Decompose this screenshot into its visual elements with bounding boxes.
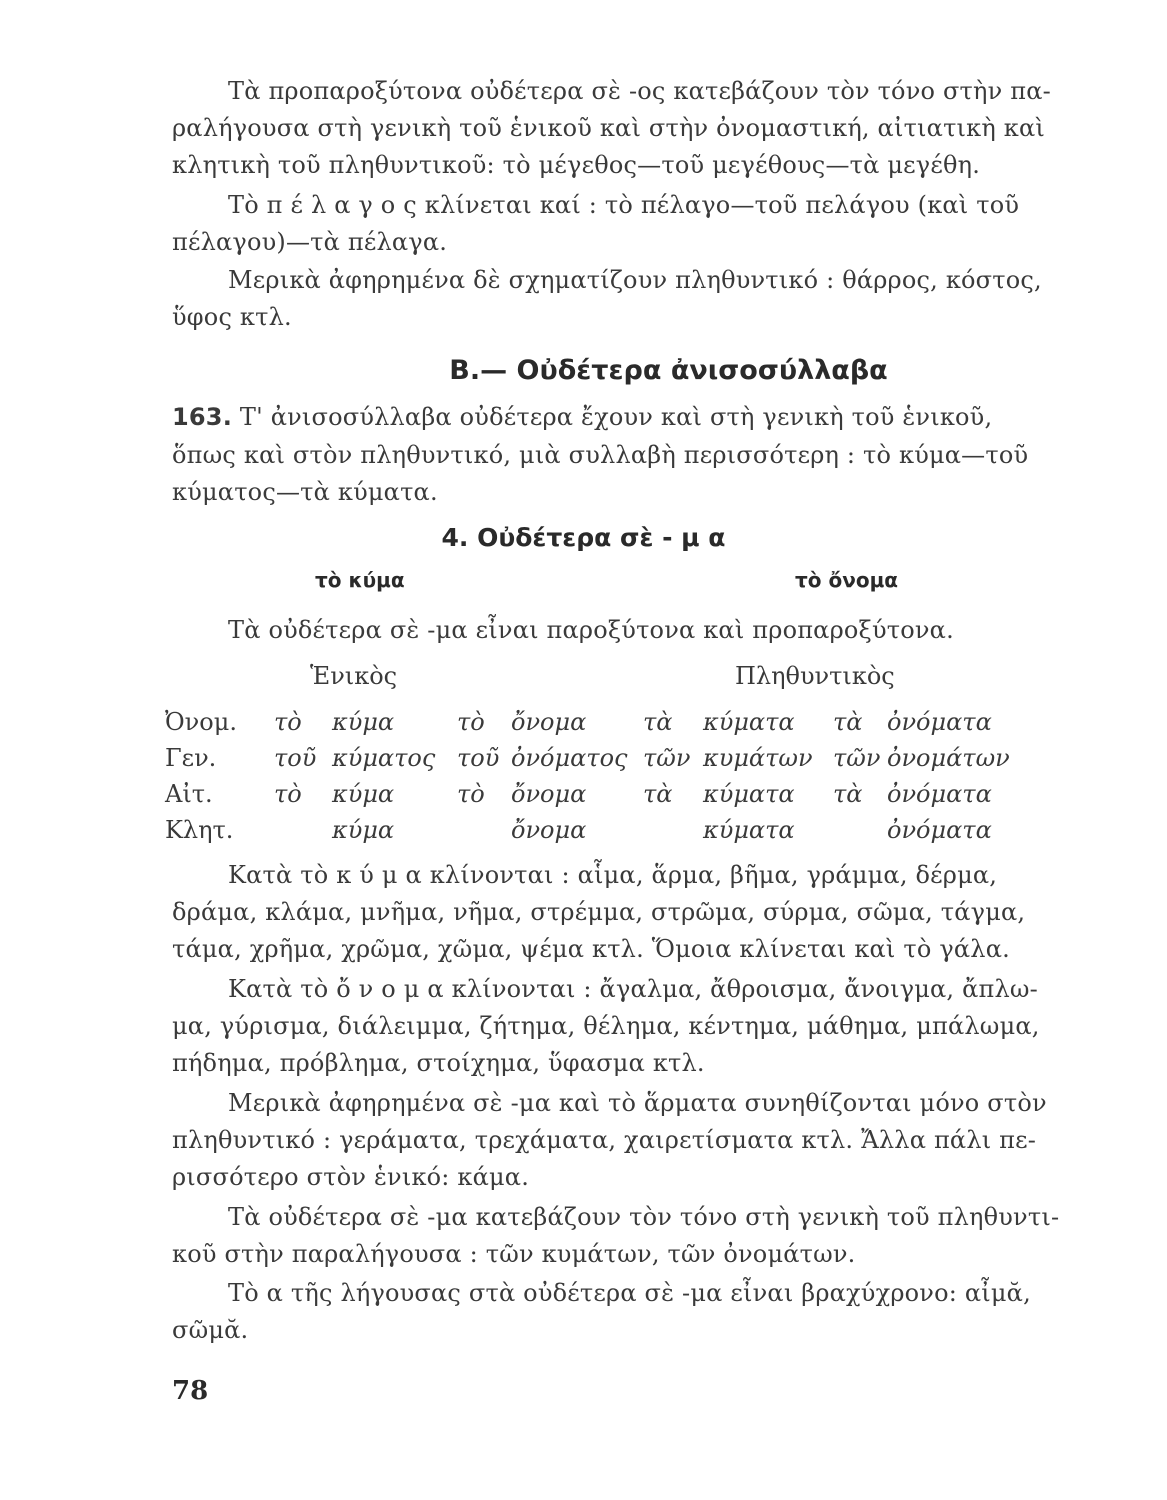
- form: ὀνομάτων: [887, 744, 1010, 772]
- paragraph-line: δράμα, κλάμα, μνῆμα, νῆμα, στρέμμα, στρῶμα, σύρμα, σῶμα, τάγμα,: [172, 898, 1026, 926]
- article: τὰ: [833, 780, 863, 808]
- paragraph-line: Τὰ προπαροξύτονα οὐδέτερα σὲ -ος κατεβάζουν τὸν τόνο στὴν πα-: [228, 77, 1051, 105]
- article: τὰ: [833, 708, 863, 736]
- form: ὀνόματα: [887, 708, 992, 736]
- numbered-paragraph-line: 163. Τ' ἀνισοσύλλαβα οὐδέτερα ἔχουν καὶ στὴ γενικὴ τοῦ ἑνικοῦ,: [172, 403, 993, 431]
- article: τὸ: [457, 708, 485, 736]
- paragraph-line: Τὰ οὐδέτερα σὲ -μα εἶναι παροξύτονα καὶ προπαροξύτονα.: [228, 616, 954, 644]
- paragraph-line: τάμα, χρῆμα, χρῶμα, χῶμα, ψέμα κτλ. Ὅμοια κλίνεται καὶ τὸ γάλα.: [172, 935, 1010, 963]
- paragraph-line: πέλαγου)—τὰ πέλαγα.: [172, 228, 448, 256]
- form: ὄνομα: [511, 816, 587, 844]
- form: ὀνόματος: [511, 744, 628, 772]
- article: τὰ: [643, 780, 673, 808]
- singular-header: Ἑνικὸς: [310, 662, 398, 690]
- form: κύματα: [703, 816, 795, 844]
- paragraph-line: Μερικὰ ἀφηρημένα δὲ σχηματίζουν πληθυντικό : θάρρος, κόστος,: [228, 266, 1042, 294]
- paradigm-label-kyma: τὸ κύμα: [315, 568, 405, 592]
- paragraph-line: κύματος—τὰ κύματα.: [172, 478, 438, 506]
- form: κύμα: [332, 816, 395, 844]
- article: τῶν: [643, 744, 691, 772]
- form: κυμάτων: [703, 744, 813, 772]
- form: κύμα: [332, 708, 395, 736]
- paragraph-line: Τὸ α τῆς λήγουσας στὰ οὐδέτερα σὲ -μα εἶναι βραχύχρονο: αἶμᾰ,: [228, 1279, 1031, 1307]
- paragraph-line: κοῦ στὴν παραλήγουσα : τῶν κυμάτων, τῶν ὀνομάτων.: [172, 1240, 856, 1268]
- paragraph-line: μα, γύρισμα, διάλειμμα, ζήτημα, θέλημα, κέντημα, μάθημα, μπάλωμα,: [172, 1012, 1040, 1040]
- plural-header: Πληθυντικὸς: [735, 662, 895, 690]
- form: κύματα: [703, 708, 795, 736]
- page-number: 78: [172, 1376, 209, 1406]
- paragraph-line: Τὸ π έ λ α γ ο ς κλίνεται καί : τὸ πέλαγο—τοῦ πελάγου (καὶ τοῦ: [228, 191, 1020, 219]
- paradigm-label-onoma: τὸ ὄνομα: [795, 568, 899, 592]
- article: τῶν: [833, 744, 881, 772]
- form: κύματος: [332, 744, 436, 772]
- form: κύματα: [703, 780, 795, 808]
- paragraph-line: Τὰ οὐδέτερα σὲ -μα κατεβάζουν τὸν τόνο στὴ γενικὴ τοῦ πληθυντι-: [228, 1203, 1060, 1231]
- form: ὄνομα: [511, 780, 587, 808]
- form: ὀνόματα: [887, 780, 992, 808]
- paragraph-line: ραλήγουσα στὴ γενικὴ τοῦ ἑνικοῦ καὶ στὴν ὀνομαστική, αἰτιατικὴ καὶ: [172, 114, 1045, 142]
- paragraph-number: 163.: [172, 403, 233, 431]
- paragraph-line: Κατὰ τὸ ὄ ν ο μ α κλίνονται : ἄγαλμα, ἄθροισμα, ἄνοιγμα, ἄπλω-: [228, 975, 1038, 1003]
- paragraph-line: κλητικὴ τοῦ πληθυντικοῦ: τὸ μέγεθος—τοῦ μεγέθους—τὰ μεγέθη.: [172, 151, 981, 179]
- paragraph-line: πήδημα, πρόβλημα, στοίχημα, ὕφασμα κτλ.: [172, 1049, 705, 1077]
- case-label: Αἰτ.: [165, 780, 213, 808]
- paragraph-line: ρισσότερο στὸν ἑνικό: κάμα.: [172, 1163, 530, 1191]
- paragraph-line: Μερικὰ ἀφηρημένα σὲ -μα καὶ τὸ ἅρματα συνηθίζονται μόνο στὸν: [228, 1089, 1047, 1117]
- paragraph-line: ὅπως καὶ στὸν πληθυντικό, μιὰ συλλαβὴ περισσότερη : τὸ κύμα—τοῦ: [172, 441, 1029, 469]
- article: τὸ: [457, 780, 485, 808]
- paragraph-line: σῶμᾰ.: [172, 1316, 249, 1344]
- article: τοῦ: [274, 744, 317, 772]
- article: τοῦ: [457, 744, 500, 772]
- form: κύμα: [332, 780, 395, 808]
- case-label: Ὀνομ.: [165, 708, 237, 736]
- paragraph-line: Κατὰ τὸ κ ύ μ α κλίνονται : αἷμα, ἅρμα, βῆμα, γράμμα, δέρμα,: [228, 861, 998, 889]
- case-label: Γεν.: [165, 744, 217, 772]
- section-heading-b: Β.— Οὐδέτερα ἀνισοσύλλαβα: [449, 355, 888, 386]
- form: ὄνομα: [511, 708, 587, 736]
- paragraph-line: ὕφος κτλ.: [172, 303, 292, 331]
- article: τὸ: [274, 780, 302, 808]
- form: ὀνόματα: [887, 816, 992, 844]
- article: τὸ: [274, 708, 302, 736]
- paragraph-line: πληθυντικό : γεράματα, τρεχάματα, χαιρετίσματα κτλ. Ἄλλα πάλι πε-: [172, 1126, 1037, 1154]
- article: τὰ: [643, 708, 673, 736]
- case-label: Κλητ.: [165, 816, 234, 844]
- subsection-heading-4: 4. Οὐδέτερα σὲ - μ α: [441, 523, 726, 552]
